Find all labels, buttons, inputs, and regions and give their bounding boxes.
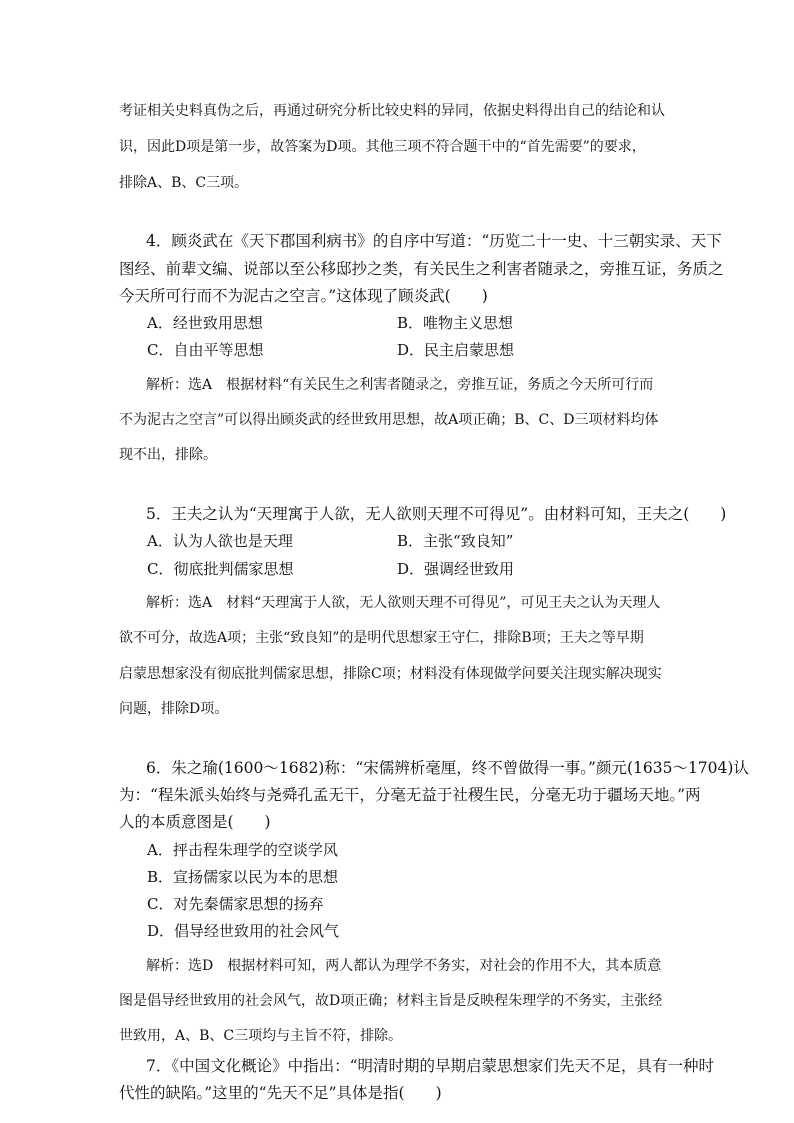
question-5-solution: 问题，排除D项。	[119, 701, 229, 717]
question-5-solution: 欲不可分，故选A项；主张“致良知”的是明代思想家王守仁，排除B项；王夫之等早期	[119, 630, 644, 646]
question-4-solution: 不为泥古之空言”可以得出顾炎武的经世致用思想，故A项正确；B、C、D三项材料均体	[119, 412, 659, 428]
question-5-solution: 解析：选A 材料“天理寓于人欲，无人欲则天理不可得见”，可见王夫之认为天理人	[146, 595, 661, 611]
question-5-option-a: A．认为人欲也是天理	[147, 532, 293, 550]
question-4-stem: 今天所可行而不为泥古之空言。”这体现了顾炎武( )	[119, 287, 488, 305]
solution-line: 排除A、B、C三项。	[119, 175, 249, 191]
question-6-option-d: D．倡导经世致用的社会风气	[147, 922, 340, 940]
question-6-solution: 解析：选D 根据材料可知，两人都认为理学不务实，对社会的作用不大，其本质意	[146, 958, 662, 974]
question-7-stem: 7．《中国文化概论》中指出：“明清时期的早期启蒙思想家们先天不足，具有一种时	[146, 1057, 715, 1075]
question-4-stem: 图经、前辈文编、说部以至公移邸抄之类，有关民生之利害者随录之，旁推互证，务质之	[119, 260, 724, 278]
question-5-stem: 5．王夫之认为“天理寓于人欲，无人欲则天理不可得见”。由材料可知，王夫之( )	[146, 505, 727, 523]
question-6-option-c: C．对先秦儒家思想的扬弃	[147, 895, 324, 913]
question-6-stem: 6．朱之瑜(1600～1682)称：“宋儒辨析毫厘，终不曾做得一事。”颜元(1635～1704)认	[146, 759, 749, 777]
question-7-stem: 代性的缺陷。”这里的“先天不足”具体是指( )	[119, 1084, 442, 1102]
solution-line: 考证相关史料真伪之后，再通过研究分析比较史料的异同，依据史料得出自己的结论和认	[119, 103, 665, 119]
question-5-solution: 启蒙思想家没有彻底批判儒家思想，排除C项；材料没有体现做学问要关注现实解决现实	[119, 666, 662, 682]
question-6-option-a: A．抨击程朱理学的空谈学风	[147, 841, 338, 859]
question-4-solution: 解析：选A 根据材料“有关民生之利害者随录之，旁推互证，务质之今天所可行而	[146, 377, 654, 393]
solution-line: 识，因此D项是第一步，故答案为D项。其他三项不符合题干中的“首先需要”的要求，	[119, 139, 646, 155]
question-4-stem: 4．顾炎武在《天下郡国利病书》的自序中写道：“历览二十一史、十三朝实录、天下	[146, 232, 722, 250]
question-5-option-b: B．主张“致良知”	[397, 532, 514, 550]
question-5-option-d: D．强调经世致用	[397, 560, 515, 578]
question-4-option-a: A．经世致用思想	[147, 314, 263, 332]
question-4-solution: 现不出，排除。	[119, 447, 217, 463]
question-6-option-b: B．宣扬儒家以民为本的思想	[147, 868, 339, 886]
question-6-stem: 人的本质意图是( )	[119, 813, 271, 831]
question-5-option-c: C．彻底批判儒家思想	[147, 560, 294, 578]
question-4-option-c: C．自由平等思想	[147, 341, 264, 359]
question-6-solution: 世致用，A、B、C三项均与主旨不符，排除。	[119, 1028, 403, 1044]
question-6-solution: 图是倡导经世致用的社会风气，故D项正确；材料主旨是反映程朱理学的不务实，主张经	[119, 993, 663, 1009]
question-4-option-b: B．唯物主义思想	[397, 314, 514, 332]
question-4-option-d: D．民主启蒙思想	[397, 341, 515, 359]
question-6-stem: 为：“程朱派头始终与尧舜孔孟无干，分毫无益于社稷生民，分毫无功于疆场天地。”两	[119, 786, 701, 804]
